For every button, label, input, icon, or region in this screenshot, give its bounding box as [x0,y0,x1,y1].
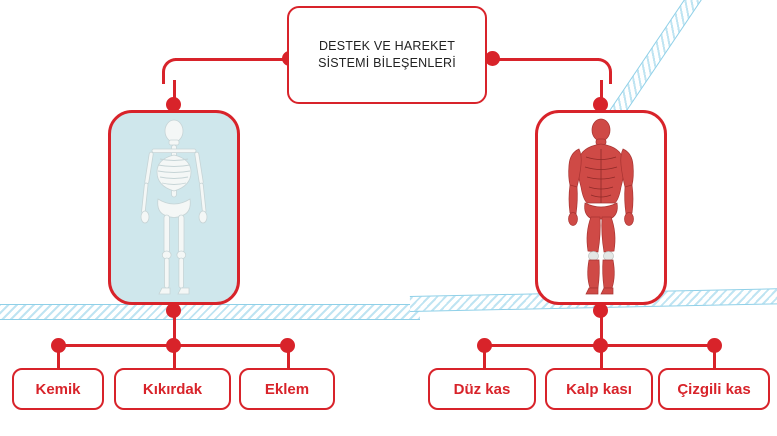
page-title: DESTEK VE HAREKET SİSTEMİ BİLEŞENLERİ [287,6,487,104]
leaf-kalp-kasi[interactable]: Kalp kası [545,368,653,410]
node-title-right [485,51,500,66]
hatched-band-left [0,304,420,320]
node-skeleton-bottom [166,303,181,318]
panel-muscular-system[interactable] [535,110,667,305]
leaf-cizgili-kas[interactable]: Çizgili kas [658,368,770,410]
node-kikirdak [166,338,181,353]
node-duzkas [477,338,492,353]
node-kemik [51,338,66,353]
leaf-duz-kas[interactable]: Düz kas [428,368,536,410]
connector-title-to-left [175,58,289,61]
human-muscular-system-illustration [538,113,664,302]
node-eklem [280,338,295,353]
leaf-kemik[interactable]: Kemik [12,368,104,410]
connector-title-to-right [485,58,599,61]
node-kalpkasi [593,338,608,353]
panel-skeleton[interactable] [108,110,240,305]
node-cizgilikas [707,338,722,353]
node-muscle-bottom [593,303,608,318]
leaf-eklem[interactable]: Eklem [239,368,335,410]
human-skeleton-illustration [111,113,237,302]
leaf-kikirdak[interactable]: Kıkırdak [114,368,231,410]
